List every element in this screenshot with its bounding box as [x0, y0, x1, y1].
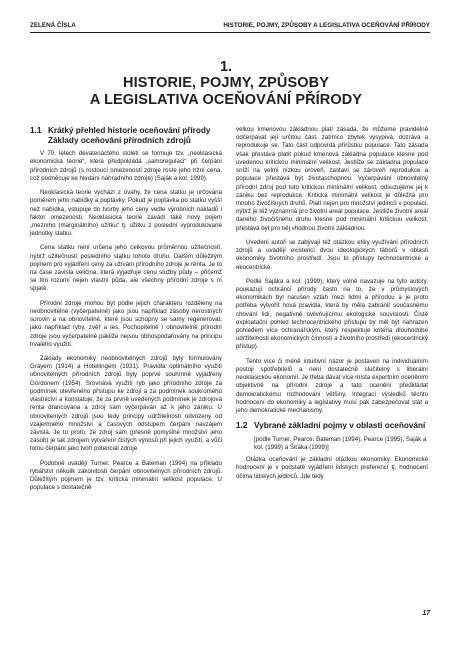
- section-title: Krátký přehled historie oceňování přírody Základy oceňování přírodních zdrojů: [48, 126, 211, 145]
- section-number: 1.1: [30, 126, 42, 135]
- paragraph: Otázka oceňování je základní otázkou ekonomiky. Ekonomické hodnocení je v podstatě vyjádření lidských preferencí tj. hodnocení očima lidských jedinců. Jde tedy: [236, 456, 428, 480]
- paragraph: V 70. letech devatenáctého století se formuje tzv. „neoklasická ekonomická teorie“, která předpokládá „samoregulaci“ při čerpání přírodních zdrojů (s rostoucí omezeností zdroje roste jeho tržní cena, což podněcuje ke hledání náhradního zdroje) (Saják a kol. 1999).: [30, 150, 222, 182]
- left-column: [30, 126, 222, 499]
- running-header: [30, 20, 430, 33]
- section-title: Vybrané základní pojmy v oblasti oceňování: [254, 421, 426, 431]
- right-column: [236, 126, 428, 487]
- section-number: 1.2: [236, 421, 248, 431]
- chapter-number: 1.: [219, 59, 233, 75]
- section-heading: [30, 126, 222, 145]
- chapter-heading: [0, 59, 452, 109]
- paragraph: Tento více či méně intuitivní názor je postaven na individuálním postoji spotřebitelů a není dostatečně slučitelný s liberální neoklasickou ekonomií. Je třeba dávat více místa expertním oceněním objektivně na přírodní zdroje a tato ocenění předkládat demokratickému rozhodování většiny. Integrací výsledků těchto hodnocení do ekonomiky a legislativy musí pak zabezpečovat stát a jeho demokratické mechanismy.: [236, 357, 428, 414]
- paragraph: Uvedení autoři se zabývají též otázkou etiky využívání přírodních zdrojů a uvádějí existenci dvou ideologických táborů v oblasti ekonomiky životního prostředí. Jsou to přístupy technocentrické a ekocentrické.: [236, 238, 428, 271]
- chapter-title-line1: HISTORIE, POJMY, ZPŮSOBY: [123, 75, 329, 91]
- section-heading: [236, 421, 428, 431]
- paragraph: Neoklasická teorie vychází z úvahy, že cena statku je určována poměrem jeho nabídky a poptávky. Pokud je poptávka po statku vyšší než nabídka, vstupuje do tvorby jeho ceny vedle výrobních nákladů i faktor omezenosti. Neoklasická teorie zavádí také nový pojem „mezního (marginálního) užitku“ tj. užitku z poslední vyprodukované jednotky statku.: [30, 189, 222, 238]
- header-left: ZELENÁ ČÍSLA: [30, 22, 76, 29]
- paragraph: Přírodní zdroje mohou být podle jejich charakteru rozděleny na neobnovitelné (vyčerpatelné) jako jsou například zásoby nerostných surovin a na obnovitelné, které jsou schopny se samy regenerovat, jako například ryby, zvěř a les. Pochopitelně i obnovitelné přírodní zdroje jsou vyčerpatelné pakliže nejsou obhospodařovány na principu trvalého využití.: [30, 299, 222, 348]
- page-number: 17: [422, 610, 430, 617]
- paragraph: Základy ekonomiky neobnovitelných zdrojů byly formulovány Grayem (1914) a Hotellingem (1931). Pravidla optimálního využití obnovitelných přírodních zdrojů byly poprvé souhrnně vyjádřeny Gordonem (1954). Srovnává využití ryb jako přírodního zdroje za podmínek otevřeného přístupu ke zdroji a za podmínek soukromého vlastnictví a konstatuje, že za prvně uvedených podmínek je zdrojová renta drancována a zdroj sám vyčerpáván až k jeho zániku. U obnovitelných zdrojů jsou tedy principy udržitelnosti odvozeny od vzájemného množství a časových odstupem čerpání navzájem závislá. Je to proto, že zdroj sám (přesně pomyslné množství jeho zásob) je tak zdrojem vytváření čistých výnosů při jejich využití, a vůči tomu čerpání jako tvoří potenciál zdroje.: [30, 355, 222, 453]
- paragraph: Podle Sajáka a kol. (1999), který volně navazuje na tyto autory, poukazují ochránci přírody často na to, že v průmyslových ekonomikách byl narušen vztah mezi lidmi a přírodou a je proto potřeba vytvořit nová pravidla, která by měla zabránit současnému chování lidí, negativně ovlivňujícímu ekologické souvislosti. Čistě exploatační pohled technocentrického přístupu by měl být nahrazen pohledem více ochranářským, který respektuje kritéria dlouhodobé udržitelnosti ekonomických činností a životního prostředí (ekocentrický přístup).: [236, 277, 428, 351]
- chapter-title-line2: A LEGISLATIVA OCEŇOVÁNÍ PŘÍRODY: [89, 92, 363, 108]
- section-citation: [podle Turner, Pearce, Bateman (1994), Pearce (1995), Saják a kol. (1999) a Šiťáka (1999)]: [254, 435, 427, 452]
- paragraph: velkou kmenovou základnou platí zásada, že můžeme pravidelně odčerpávat její určitou část, zatímco zbytek vysypívá, dozrává a reprodukuje se. Tato část odpovídá přírůstku populace. Tato zásada však přestává platit pokud kmenová základna populace klesne pod uvedenou kritickou minimální velikost. Jestliže se základna populace sníží na velmi nízkou úroveň, zastaví se zároveň reprodukce a populace přestává být životaschopnou. Vyčerpávání obnovitelný přírodní zdroj pod tuto kritickou minimální velikost, odsuzujeme jej k zániku bez reprodukce. Kritická minimální velikost je důležitá pro mnoho živočišných druhů. Platí nejen pro množství jedinců v populaci, nýbrž je též významná pro životní areál populace. Jestliže životní areál daného živočišného druhu klesne pod minimální kritickou velikost, přestává být pro něj vhodnou životní základnou.: [236, 126, 428, 232]
- paragraph: Cena statku není určena jeho celkovou průměrnou užitečností, nýbrž užitečností posledního statku tohoto druhu. Dalším důležitým pojmem pro vyjádření ceny za užívání přírodního zdroje je renta. Je to na čase závislá veličina, která vyjadřuje cenu služby půdy – přičemž se tím rozumí nejen vlastní půda, ale všechny přírodní zdroje s ní spjaté.: [30, 244, 222, 293]
- header-right: HISTORIE, POJMY, ZPŮSOBY A LEGISLATIVA OCEŇOVÁNÍ PŘÍRODY: [223, 22, 430, 29]
- paragraph: Podobně uvádějí Turner, Pearce a Bateman (1994) na příkladu rybářství několik zákonitostí čerpání obnovitelných přírodních zdrojů. Důležitým pojmem je tzv. kritická minimální velikost populace. U populace s dostatečně: [30, 459, 222, 492]
